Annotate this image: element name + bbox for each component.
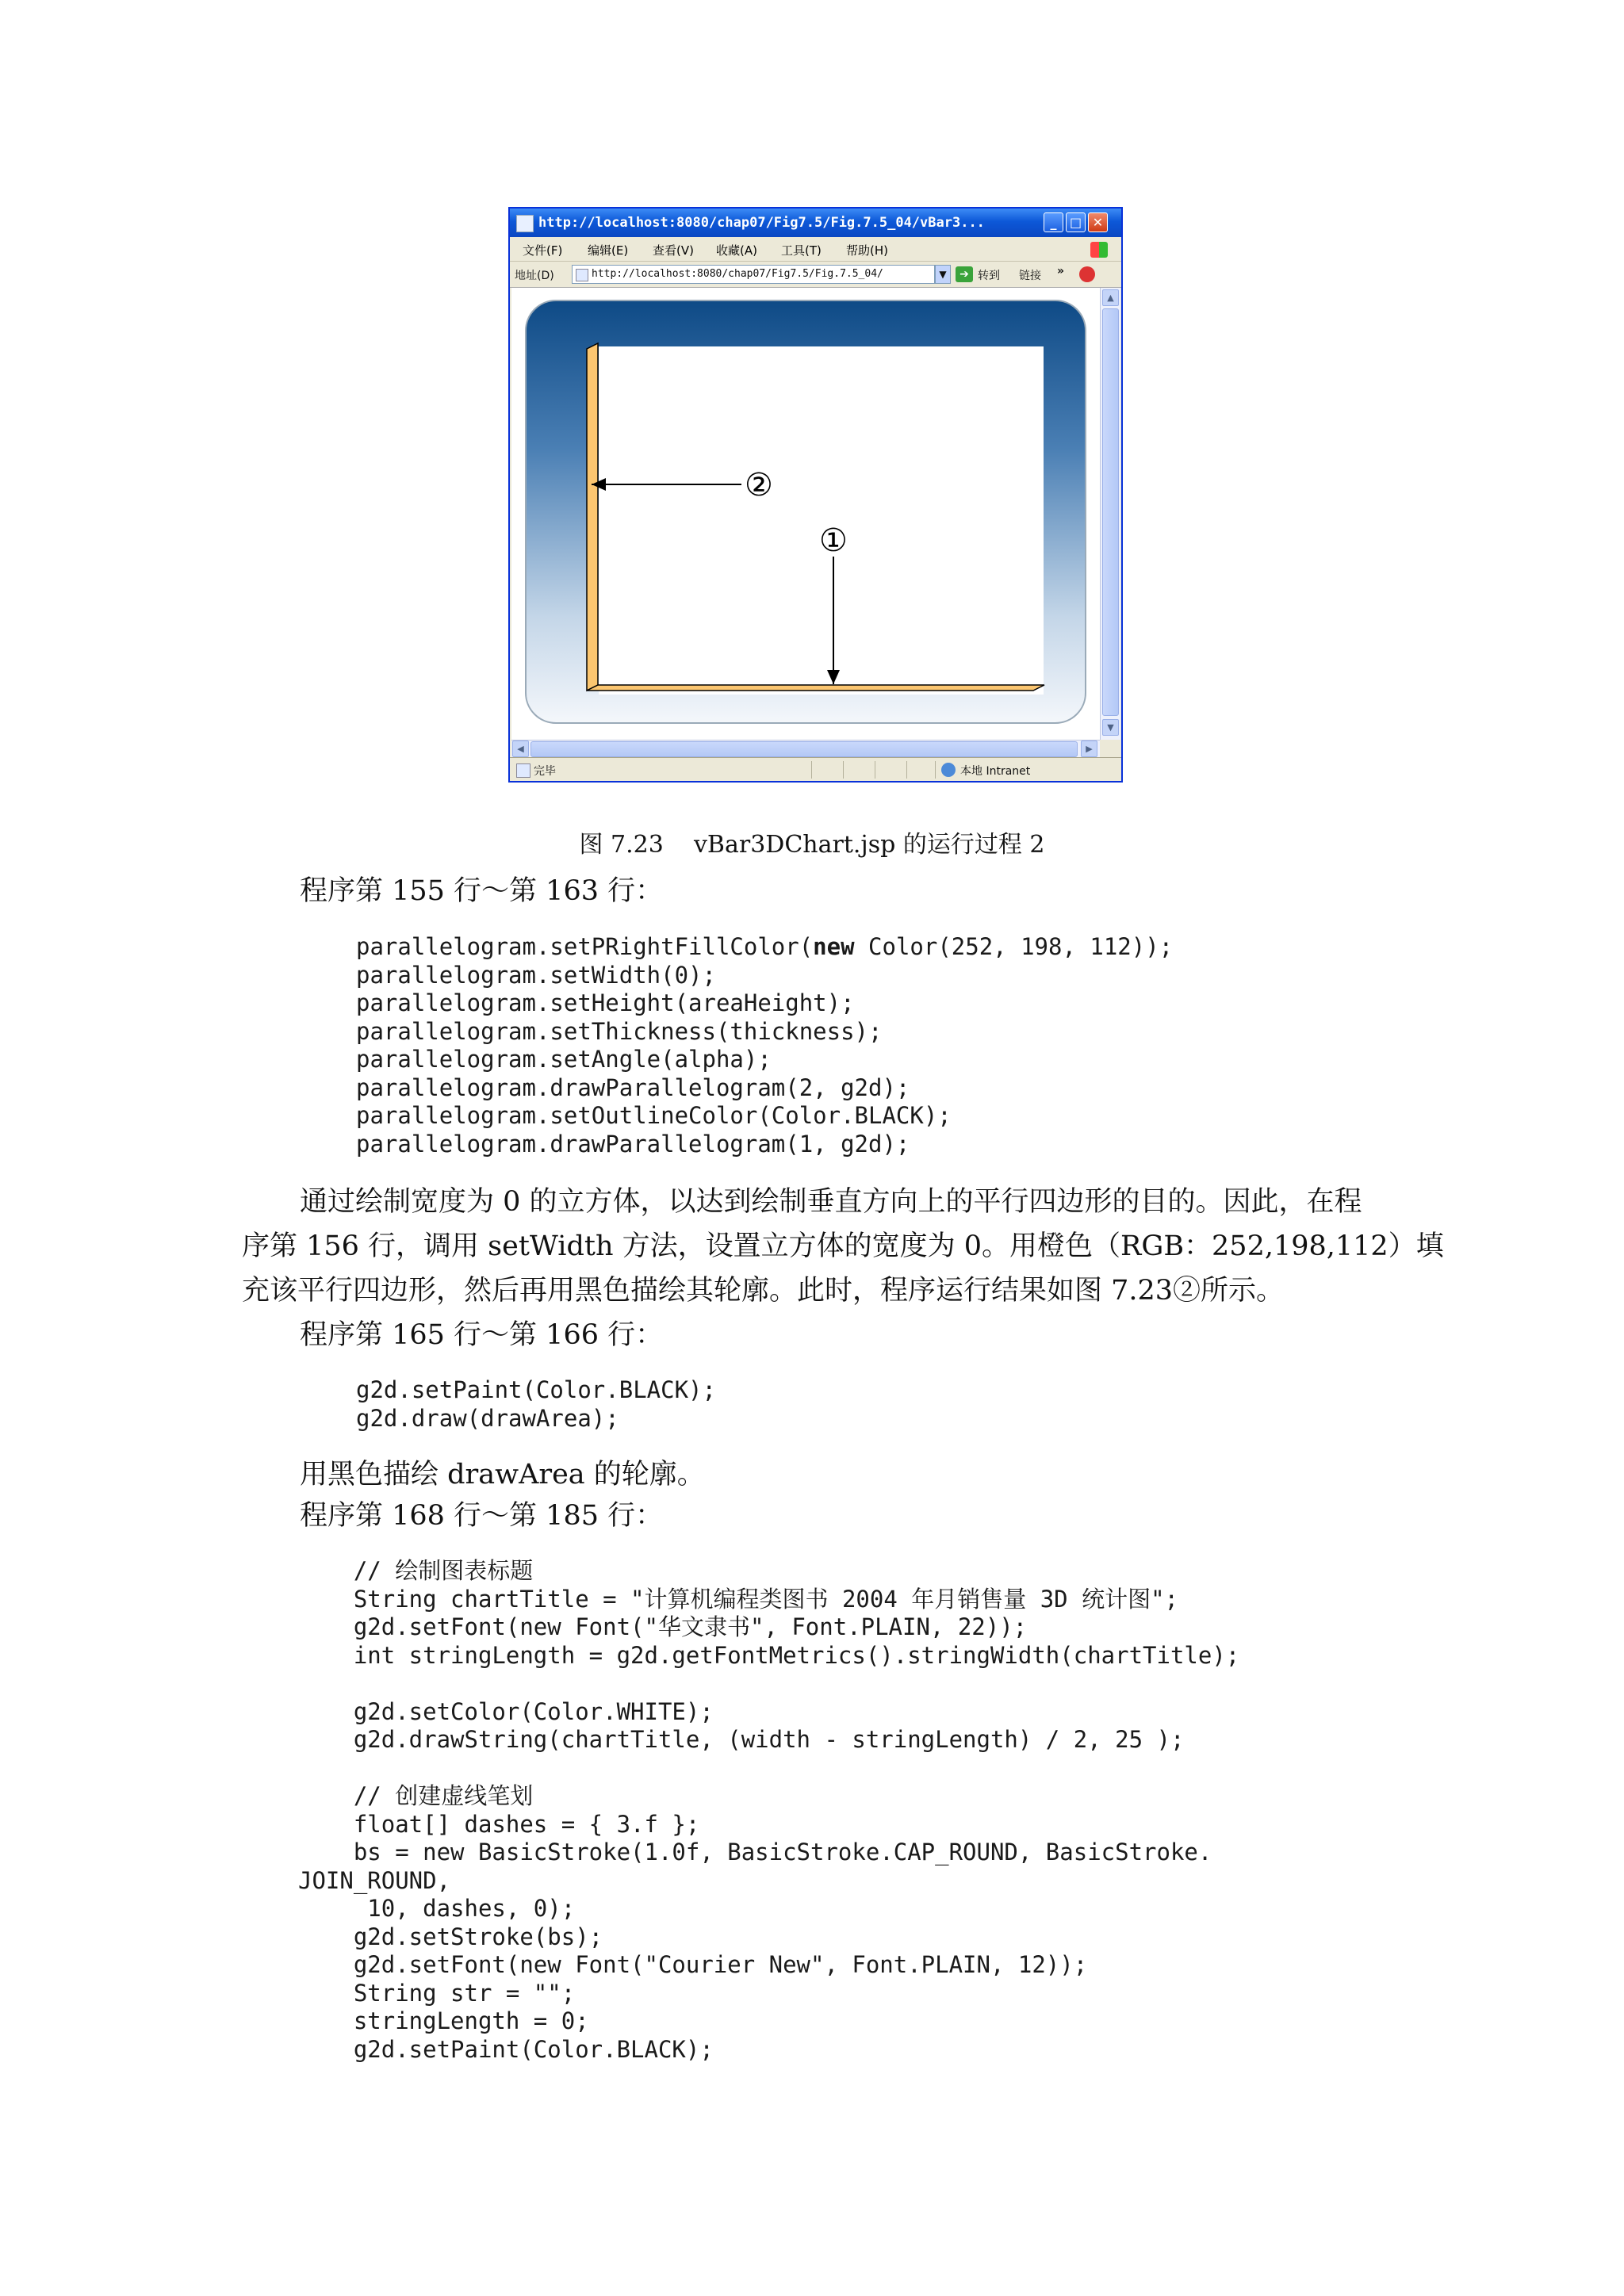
status-divider xyxy=(811,761,812,779)
marker-2-label: ② xyxy=(745,467,773,503)
menu-favorites[interactable]: 收藏(A) xyxy=(716,243,757,258)
status-divider xyxy=(906,761,907,779)
scroll-left-button[interactable]: ◀ xyxy=(512,740,529,757)
vertical-scrollbar[interactable] xyxy=(1100,288,1120,740)
paragraph-line: 序第 156 行，调用 setWidth 方法，设置立方体的宽度为 0。用橙色（RGB：252,198,112）填 xyxy=(242,1230,1444,1262)
paragraph-lines-168-185: 程序第 168 行～第 185 行： xyxy=(300,1500,664,1532)
chevron-right-icon[interactable]: » xyxy=(1057,265,1065,277)
paragraph-explanation xyxy=(242,1180,1444,1313)
code-line: String chartTitle = "计算机编程类图书 2004 年月销售量 3D 统计图"; xyxy=(298,1585,1179,1613)
code-block-2 xyxy=(356,1376,716,1433)
links-button[interactable]: 链接 xyxy=(1019,270,1041,282)
menu-help[interactable]: 帮助(H) xyxy=(846,243,888,258)
code-line: g2d.drawString(chartTitle, (width - stringLength) / 2, 25 ); xyxy=(298,1726,1185,1753)
code-line xyxy=(356,1046,1173,1074)
draw-area xyxy=(599,346,1044,695)
code-line: int stringLength = g2d.getFontMetrics().stringWidth(chartTitle); xyxy=(298,1641,1240,1669)
browser-window xyxy=(508,207,1123,783)
code-line xyxy=(356,933,1173,962)
code-line: g2d.setFont(new Font("Courier New", Font.PLAIN, 12)); xyxy=(298,1951,1088,1978)
left-parallelogram xyxy=(587,343,598,691)
scroll-down-button[interactable]: ▼ xyxy=(1102,719,1119,736)
menu-edit[interactable]: 编辑(E) xyxy=(588,243,629,258)
ie-toolbar-icon[interactable] xyxy=(1079,266,1095,282)
code-token: parallelogram.setHeight(areaHeight); xyxy=(356,989,855,1016)
horizontal-scroll-thumb[interactable] xyxy=(530,741,1078,757)
zone-text: 本地 Intranet xyxy=(960,765,1031,778)
code-token: parallelogram.setAngle(alpha); xyxy=(356,1046,772,1073)
code-line xyxy=(356,1074,1173,1103)
code-line: g2d.setFont(new Font("华文隶书", Font.PLAIN, 22)); xyxy=(298,1613,1028,1640)
code-line: stringLength = 0; xyxy=(298,2007,589,2034)
menu-file[interactable]: 文件(F) xyxy=(523,243,563,258)
code-block-1 xyxy=(356,933,1173,1158)
code-line xyxy=(356,962,1173,990)
code-block-3 xyxy=(298,1557,1239,2064)
code-line: 10, dashes, 0); xyxy=(298,1895,576,1922)
menu-view[interactable]: 查看(V) xyxy=(653,243,694,258)
code-line: bs = new BasicStroke(1.0f, BasicStroke.CAP_ROUND, BasicStroke. xyxy=(298,1839,1212,1866)
paragraph-line: 充该平行四边形，然后再用黑色描绘其轮廓。此时，程序运行结果如图 7.23②所示。 xyxy=(242,1275,1285,1307)
code-token: parallelogram.setPRightFillColor( xyxy=(356,933,814,960)
address-input[interactable] xyxy=(572,265,935,284)
go-button[interactable]: 转到 xyxy=(978,270,1000,282)
title-bar xyxy=(510,209,1121,237)
status-divider xyxy=(843,761,844,779)
address-label: 地址(D) xyxy=(515,270,554,282)
menu-bar xyxy=(510,237,1121,262)
code-line: g2d.setPaint(Color.BLACK); xyxy=(298,2035,714,2063)
windows-logo-icon xyxy=(1090,242,1108,258)
menu-tools[interactable]: 工具(T) xyxy=(781,243,822,258)
address-value: http://localhost:8080/chap07/Fig7.5/Fig.7.5_04/ xyxy=(592,268,883,280)
paragraph-drawarea: 用黑色描绘 drawArea 的轮廓。 xyxy=(300,1459,705,1490)
close-button[interactable]: ✕ xyxy=(1088,212,1108,232)
code-line: String str = ""; xyxy=(298,1979,576,2007)
code-token: Color(252, 198, 112)); xyxy=(854,933,1174,960)
code-line xyxy=(298,1755,1239,1783)
code-line xyxy=(356,1018,1173,1047)
code-line: float[] dashes = { 3.f }; xyxy=(298,1810,700,1838)
code-token: parallelogram.setOutlineColor(Color.BLACK); xyxy=(356,1102,952,1129)
address-dropdown-button[interactable]: ▼ xyxy=(935,265,951,284)
code-keyword: new xyxy=(813,933,855,960)
code-token: parallelogram.setThickness(thickness); xyxy=(356,1017,883,1045)
paragraph-lines-165-166: 程序第 165 行～第 166 行： xyxy=(300,1319,664,1351)
horizontal-scrollbar[interactable] xyxy=(511,740,1100,758)
intranet-globe-icon xyxy=(941,763,956,777)
page-viewport xyxy=(511,288,1100,740)
code-line xyxy=(356,989,1173,1018)
code-line xyxy=(298,1670,1239,1698)
maximize-button[interactable]: □ xyxy=(1066,212,1086,232)
code-token: parallelogram.setWidth(0); xyxy=(356,961,716,989)
code-line: // 创建虚线笔划 xyxy=(298,1782,534,1809)
code-token: parallelogram.drawParallelogram(2, g2d); xyxy=(356,1073,910,1101)
paragraph-line: 通过绘制宽度为 0 的立方体，以达到绘制垂直方向上的平行四边形的目的。因此，在程 xyxy=(300,1186,1362,1218)
code-line xyxy=(356,1102,1173,1131)
status-text: 完毕 xyxy=(534,765,556,778)
window-title: http://localhost:8080/chap07/Fig7.5/Fig.7.5_04/vBar3... xyxy=(538,215,985,231)
figure-caption: 图 7.23 vBar3DChart.jsp 的运行过程 2 xyxy=(579,831,1045,859)
code-token: parallelogram.drawParallelogram(1, g2d); xyxy=(356,1130,910,1158)
scroll-up-button[interactable]: ▲ xyxy=(1102,289,1119,306)
go-arrow-icon[interactable]: ➔ xyxy=(956,266,973,282)
code-line: g2d.setColor(Color.WHITE); xyxy=(298,1697,714,1725)
code-line xyxy=(356,1131,1173,1159)
code-line: // 绘制图表标题 xyxy=(298,1557,534,1584)
ie-page-icon xyxy=(516,215,534,232)
code-line: g2d.draw(drawArea); xyxy=(356,1404,619,1432)
code-line: g2d.setStroke(bs); xyxy=(298,1923,603,1950)
page-icon xyxy=(576,269,588,281)
code-line: JOIN_ROUND, xyxy=(298,1866,451,1894)
minimize-button[interactable]: _ xyxy=(1044,212,1063,232)
paragraph-lines-155-163: 程序第 155 行～第 163 行： xyxy=(300,875,664,907)
status-bar xyxy=(510,757,1121,782)
marker-1-label: ① xyxy=(819,522,848,559)
bottom-parallelogram xyxy=(587,685,1044,691)
page-done-icon xyxy=(516,763,530,778)
vertical-scroll-thumb[interactable] xyxy=(1102,308,1119,716)
chart-canvas xyxy=(511,288,1100,740)
scroll-right-button[interactable]: ▶ xyxy=(1081,740,1097,757)
code-line: g2d.setPaint(Color.BLACK); xyxy=(356,1376,716,1403)
status-divider xyxy=(935,761,936,779)
address-bar xyxy=(510,262,1121,288)
